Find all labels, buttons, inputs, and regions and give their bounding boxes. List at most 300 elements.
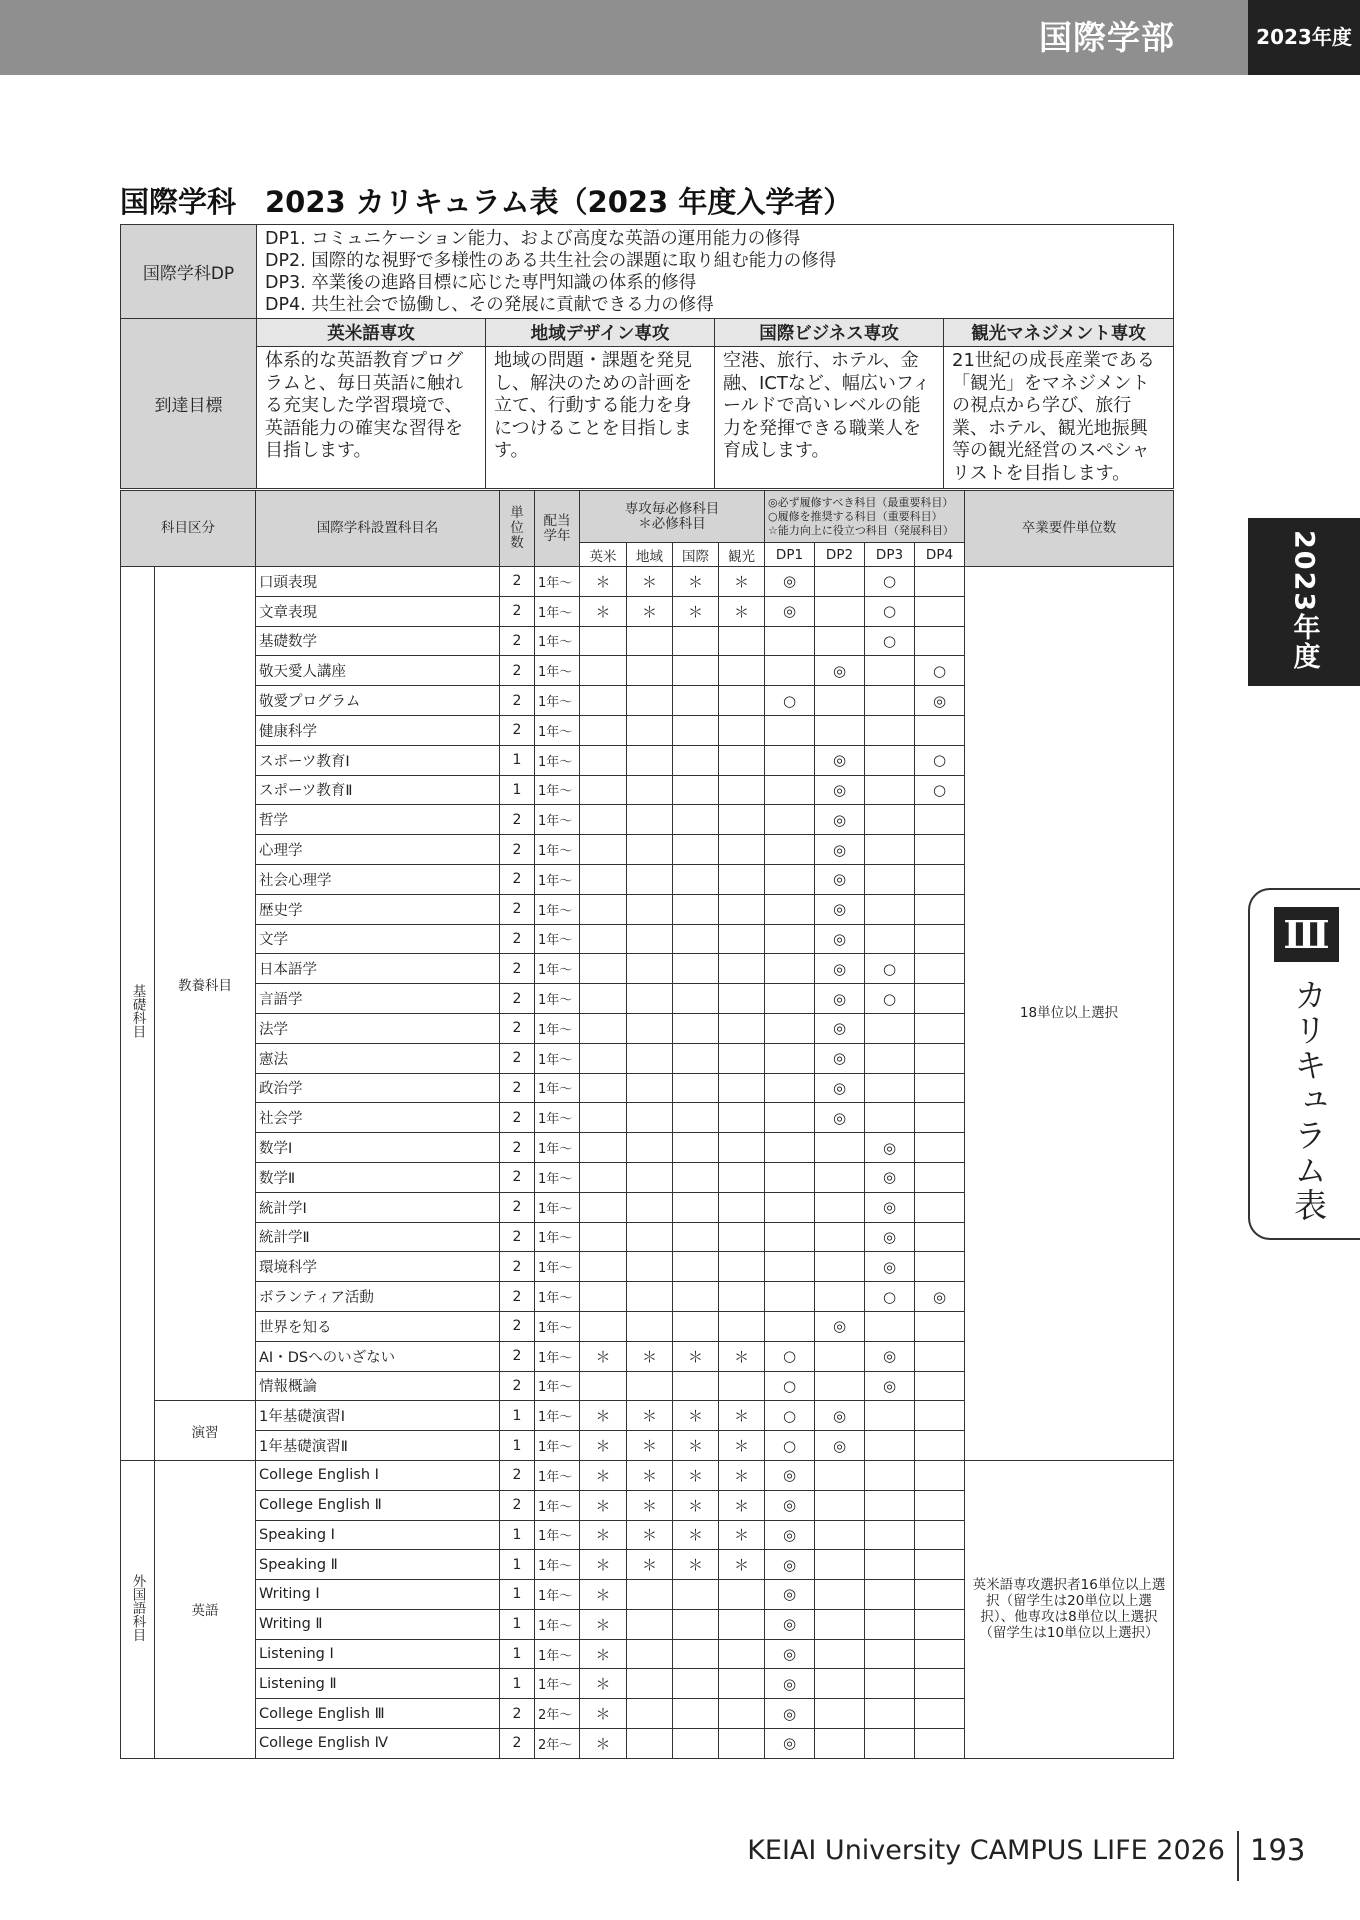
subject-name: College English Ⅰ — [256, 1460, 500, 1490]
mark-cell — [719, 686, 765, 716]
mark-cell: ○ — [865, 954, 915, 984]
year-cell: 1年〜 — [535, 1073, 580, 1103]
mark-cell — [765, 1222, 815, 1252]
mark-cell — [915, 1669, 965, 1699]
subject-name: 敬愛プログラム — [256, 686, 500, 716]
mark-cell — [580, 775, 627, 805]
major-goal: 体系的な英語教育プログラムと、毎日英語に触れる充実した学習環境で、英語能力の確実な習得を目指します。 — [257, 347, 486, 489]
mark-cell — [915, 835, 965, 865]
mark-cell — [765, 626, 815, 656]
major-name: 英米語専攻 — [257, 319, 486, 347]
mark-cell: ＊ — [673, 1520, 719, 1550]
mark-cell: ○ — [765, 1431, 815, 1461]
mark-cell — [627, 835, 673, 865]
mark-cell — [915, 894, 965, 924]
subject-name: 数学Ⅱ — [256, 1162, 500, 1192]
mark-cell — [627, 1222, 673, 1252]
col-units — [500, 491, 535, 567]
mark-cell — [765, 775, 815, 805]
mark-cell: ＊ — [673, 567, 719, 597]
mark-cell — [719, 1192, 765, 1222]
subject-name: AI・DSへのいざない — [256, 1341, 500, 1371]
year-cell: 1年〜 — [535, 1341, 580, 1371]
mark-cell: ◎ — [765, 1669, 815, 1699]
mark-cell — [719, 1282, 765, 1312]
mark-cell: ＊ — [580, 1490, 627, 1520]
year-cell: 1年〜 — [535, 1520, 580, 1550]
mark-cell — [815, 567, 865, 597]
side-tab-chapter[interactable] — [1248, 888, 1360, 1240]
mark-cell — [765, 984, 815, 1014]
mark-cell — [915, 1013, 965, 1043]
mark-cell — [673, 1192, 719, 1222]
mark-cell — [915, 924, 965, 954]
mark-cell: ◎ — [865, 1162, 915, 1192]
mark-cell — [815, 1699, 865, 1729]
mark-cell — [673, 1639, 719, 1669]
col-category: 科目区分 — [121, 491, 256, 567]
year-cell: 1年〜 — [535, 745, 580, 775]
mark-cell — [627, 1192, 673, 1222]
mark-cell — [673, 1073, 719, 1103]
mark-cell: ◎ — [815, 1401, 865, 1431]
mark-cell: ◎ — [915, 686, 965, 716]
year-cell: 1年〜 — [535, 656, 580, 686]
mark-cell — [765, 924, 815, 954]
mark-cell — [865, 1669, 915, 1699]
group-category: 教養科目 — [155, 567, 256, 1401]
mark-cell: ＊ — [719, 1550, 765, 1580]
subject-name: 言語学 — [256, 984, 500, 1014]
mark-cell — [719, 1252, 765, 1282]
mark-cell — [915, 1609, 965, 1639]
mark-cell — [627, 1162, 673, 1192]
major-goal: 空港、旅行、ホテル、金融、ICTなど、幅広いフィールドで高いレベルの能力を発揮できる職業人を育成します。 — [715, 347, 944, 489]
mark-cell — [719, 1162, 765, 1192]
subject-name: 歴史学 — [256, 894, 500, 924]
mark-cell: ＊ — [719, 1490, 765, 1520]
mark-cell — [673, 745, 719, 775]
mark-cell: ◎ — [815, 1431, 865, 1461]
mark-cell — [580, 1103, 627, 1133]
mark-cell: ＊ — [580, 1639, 627, 1669]
col-units-label: 単位数 — [510, 505, 524, 551]
units-cell: 2 — [500, 1460, 535, 1490]
mark-cell — [673, 1580, 719, 1610]
subject-name: Speaking Ⅰ — [256, 1520, 500, 1550]
page-title: 国際学科 2023 カリキュラム表（2023 年度入学者） — [120, 185, 853, 219]
year-cell: 1年〜 — [535, 924, 580, 954]
mark-cell — [915, 864, 965, 894]
mark-cell — [815, 1580, 865, 1610]
mark-cell — [915, 1133, 965, 1163]
units-cell: 1 — [500, 775, 535, 805]
chapter-title: カリキュラム表 — [1289, 978, 1328, 1223]
mark-cell: ＊ — [719, 1460, 765, 1490]
mark-cell — [580, 1073, 627, 1103]
subject-name: 情報概論 — [256, 1371, 500, 1401]
mark-cell: ○ — [765, 1371, 815, 1401]
units-cell: 2 — [500, 954, 535, 984]
mark-cell — [580, 656, 627, 686]
units-cell: 2 — [500, 1699, 535, 1729]
units-cell: 2 — [500, 1371, 535, 1401]
year-cell: 1年〜 — [535, 1103, 580, 1133]
mark-cell: ＊ — [580, 1729, 627, 1759]
col-required — [580, 491, 765, 543]
mark-cell: ◎ — [765, 567, 815, 597]
col-subject: 国際学科設置科目名 — [256, 491, 500, 567]
mark-cell: ＊ — [627, 596, 673, 626]
chapter-number: Ⅲ — [1274, 907, 1339, 962]
mark-cell — [719, 954, 765, 984]
dp-goals-table — [120, 224, 1174, 489]
mark-cell: ◎ — [765, 1699, 815, 1729]
mark-cell — [580, 984, 627, 1014]
year-cell: 1年〜 — [535, 626, 580, 656]
major-name: 地域デザイン専攻 — [486, 319, 715, 347]
units-cell: 2 — [500, 864, 535, 894]
mark-cell — [719, 1222, 765, 1252]
dp-line: DP1. コミュニケーション能力、および高度な英語の運用能力の修得 — [265, 229, 801, 249]
goals-row — [121, 347, 1174, 489]
mark-cell: ＊ — [719, 1431, 765, 1461]
mark-cell — [915, 1639, 965, 1669]
mark-cell — [719, 864, 765, 894]
mark-cell — [865, 715, 915, 745]
subject-name: 1年基礎演習Ⅰ — [256, 1401, 500, 1431]
mark-cell — [865, 864, 915, 894]
mark-cell: ◎ — [765, 1639, 815, 1669]
mark-cell — [915, 1103, 965, 1133]
units-cell: 1 — [500, 1609, 535, 1639]
required-title: 専攻毎必修科目 — [624, 500, 720, 517]
mark-cell — [765, 894, 815, 924]
mark-cell — [865, 1580, 915, 1610]
col-year — [535, 491, 580, 567]
mark-cell: ○ — [915, 656, 965, 686]
mark-cell: ○ — [765, 1401, 815, 1431]
mark-cell — [865, 1729, 915, 1759]
mark-cell — [865, 1043, 915, 1073]
mark-cell — [673, 1222, 719, 1252]
mark-cell — [580, 894, 627, 924]
mark-cell — [815, 596, 865, 626]
mark-cell — [719, 1669, 765, 1699]
year-cell: 1年〜 — [535, 954, 580, 984]
mark-cell — [815, 1371, 865, 1401]
year-cell: 1年〜 — [535, 1162, 580, 1192]
mark-cell — [673, 626, 719, 656]
section-category — [121, 1460, 155, 1758]
mark-cell — [719, 1043, 765, 1073]
mark-cell: ◎ — [765, 1609, 815, 1639]
mark-cell — [719, 1639, 765, 1669]
mark-cell — [580, 805, 627, 835]
year-cell: 1年〜 — [535, 864, 580, 894]
mark-cell — [765, 1252, 815, 1282]
subject-name: 心理学 — [256, 835, 500, 865]
mark-cell — [673, 924, 719, 954]
mark-cell — [815, 1252, 865, 1282]
mark-cell — [673, 984, 719, 1014]
mark-cell — [580, 745, 627, 775]
dp-line: DP3. 卒業後の進路目標に応じた専門知識の体系的修得 — [265, 273, 697, 293]
col-year-label: 配当学年 — [543, 512, 571, 544]
year-cell: 1年〜 — [535, 567, 580, 597]
mark-cell — [673, 1371, 719, 1401]
mark-cell — [673, 715, 719, 745]
mark-cell — [815, 1460, 865, 1490]
mark-cell — [627, 1103, 673, 1133]
mark-cell — [580, 954, 627, 984]
units-cell: 2 — [500, 626, 535, 656]
mark-cell: ＊ — [673, 596, 719, 626]
year-cell: 1年〜 — [535, 1222, 580, 1252]
subject-name: 敬天愛人講座 — [256, 656, 500, 686]
mark-cell — [580, 626, 627, 656]
mark-cell — [627, 805, 673, 835]
units-cell: 2 — [500, 924, 535, 954]
mark-cell — [719, 1013, 765, 1043]
footer-brand: KEIAI University CAMPUS LIFE 2026 — [747, 1835, 1225, 1866]
subject-name: 1年基礎演習Ⅱ — [256, 1431, 500, 1461]
mark-cell — [719, 1371, 765, 1401]
mark-cell — [815, 1222, 865, 1252]
mark-cell — [865, 686, 915, 716]
year-cell: 1年〜 — [535, 1431, 580, 1461]
mark-cell: ◎ — [865, 1192, 915, 1222]
goals-label: 到達目標 — [121, 319, 257, 489]
mark-cell — [627, 864, 673, 894]
mark-cell — [673, 1252, 719, 1282]
units-cell: 2 — [500, 686, 535, 716]
curriculum-table — [120, 490, 1174, 1759]
mark-cell: ◎ — [815, 805, 865, 835]
units-cell: 2 — [500, 1103, 535, 1133]
mark-cell — [719, 1103, 765, 1133]
units-cell: 1 — [500, 1520, 535, 1550]
mark-cell: ＊ — [580, 1520, 627, 1550]
mark-cell — [765, 1311, 815, 1341]
year-cell: 1年〜 — [535, 715, 580, 745]
sub-col: DP4 — [915, 543, 965, 567]
year-cell: 1年〜 — [535, 686, 580, 716]
sub-col: 英米 — [580, 543, 627, 567]
mark-cell — [915, 984, 965, 1014]
legend-line: ○履修を推奨する科目（重要科目） — [768, 509, 943, 523]
units-cell: 2 — [500, 1222, 535, 1252]
mark-cell: ＊ — [627, 1490, 673, 1520]
mark-cell: ◎ — [815, 1013, 865, 1043]
mark-cell — [627, 1073, 673, 1103]
subject-name: Writing Ⅰ — [256, 1580, 500, 1610]
mark-cell — [627, 984, 673, 1014]
mark-cell: ＊ — [719, 1401, 765, 1431]
year-cell: 2年〜 — [535, 1699, 580, 1729]
page-number: 193 — [1250, 1833, 1306, 1867]
mark-cell: ◎ — [865, 1341, 915, 1371]
mark-cell — [673, 864, 719, 894]
mark-cell — [865, 1401, 915, 1431]
units-cell: 1 — [500, 1639, 535, 1669]
subject-name: 憲法 — [256, 1043, 500, 1073]
mark-cell: ◎ — [765, 1520, 815, 1550]
mark-cell — [915, 1520, 965, 1550]
mark-cell: ◎ — [865, 1133, 915, 1163]
mark-cell — [765, 745, 815, 775]
mark-cell: ＊ — [719, 1520, 765, 1550]
mark-cell — [673, 1103, 719, 1133]
subject-name: 社会学 — [256, 1103, 500, 1133]
subject-name: College English Ⅳ — [256, 1729, 500, 1759]
mark-cell — [627, 1252, 673, 1282]
mark-cell — [815, 1669, 865, 1699]
mark-cell — [673, 954, 719, 984]
footer-divider — [1237, 1831, 1239, 1881]
mark-cell — [673, 1669, 719, 1699]
mark-cell — [915, 1341, 965, 1371]
mark-cell — [765, 954, 815, 984]
mark-cell: ◎ — [815, 924, 865, 954]
mark-cell — [673, 1133, 719, 1163]
mark-cell: ◎ — [815, 864, 865, 894]
mark-cell — [627, 1311, 673, 1341]
mark-cell — [580, 1133, 627, 1163]
units-cell: 2 — [500, 1192, 535, 1222]
mark-cell — [865, 805, 915, 835]
mark-cell — [580, 1282, 627, 1312]
mark-cell — [915, 1162, 965, 1192]
mark-cell: ◎ — [765, 1550, 815, 1580]
mark-cell: ＊ — [580, 1401, 627, 1431]
mark-cell: ○ — [865, 626, 915, 656]
mark-cell — [719, 1699, 765, 1729]
mark-cell — [865, 894, 915, 924]
units-cell: 1 — [500, 745, 535, 775]
units-cell: 1 — [500, 1550, 535, 1580]
subject-name: 数学Ⅰ — [256, 1133, 500, 1163]
sub-col: 国際 — [673, 543, 719, 567]
mark-cell — [673, 1699, 719, 1729]
mark-cell — [865, 924, 915, 954]
legend-line: ◎必ず履修すべき科目（最重要科目） — [768, 495, 954, 509]
mark-cell — [765, 1133, 815, 1163]
section-category-label: 基礎科目 — [129, 984, 146, 1039]
mark-cell — [719, 626, 765, 656]
sub-col: DP2 — [815, 543, 865, 567]
mark-cell — [627, 1043, 673, 1073]
mark-cell: ◎ — [765, 596, 815, 626]
mark-cell — [915, 626, 965, 656]
mark-cell: ＊ — [627, 1341, 673, 1371]
mark-cell — [765, 805, 815, 835]
mark-cell — [815, 1639, 865, 1669]
mark-cell: ◎ — [815, 1043, 865, 1073]
mark-cell — [815, 1133, 865, 1163]
subject-name: 政治学 — [256, 1073, 500, 1103]
mark-cell — [580, 864, 627, 894]
subject-name: Writing Ⅱ — [256, 1609, 500, 1639]
mark-cell — [865, 656, 915, 686]
year-cell: 1年〜 — [535, 835, 580, 865]
mark-cell: ＊ — [580, 1460, 627, 1490]
mark-cell: ○ — [765, 686, 815, 716]
mark-cell — [719, 1073, 765, 1103]
mark-cell — [580, 715, 627, 745]
table-head-row — [121, 491, 1174, 543]
units-cell: 2 — [500, 894, 535, 924]
mark-cell — [765, 715, 815, 745]
mark-cell — [580, 1222, 627, 1252]
mark-cell — [580, 1371, 627, 1401]
mark-cell — [865, 1013, 915, 1043]
mark-cell — [627, 894, 673, 924]
subject-name: Speaking Ⅱ — [256, 1550, 500, 1580]
mark-cell — [673, 1311, 719, 1341]
mark-cell: ＊ — [627, 1550, 673, 1580]
graduation-requirement: 英米語専攻選択者16単位以上選択（留学生は20単位以上選択）、他専攻は8単位以上選択（留学生は10単位以上選択） — [965, 1460, 1174, 1758]
mark-cell — [765, 1013, 815, 1043]
mark-cell: ＊ — [627, 1460, 673, 1490]
mark-cell — [915, 954, 965, 984]
mark-cell: ＊ — [719, 567, 765, 597]
mark-cell — [915, 1311, 965, 1341]
subject-name: 統計学Ⅰ — [256, 1192, 500, 1222]
mark-cell: ○ — [915, 775, 965, 805]
mark-cell — [865, 1311, 915, 1341]
mark-cell: ◎ — [765, 1460, 815, 1490]
mark-cell — [815, 1341, 865, 1371]
mark-cell — [815, 626, 865, 656]
mark-cell — [627, 1282, 673, 1312]
mark-cell — [580, 1252, 627, 1282]
mark-cell — [815, 1550, 865, 1580]
sub-col: 観光 — [719, 543, 765, 567]
year-cell: 1年〜 — [535, 775, 580, 805]
table-row — [121, 1460, 1174, 1490]
mark-cell — [580, 1311, 627, 1341]
year-cell: 1年〜 — [535, 1669, 580, 1699]
mark-cell — [915, 1490, 965, 1520]
subject-name: 文章表現 — [256, 596, 500, 626]
mark-cell — [915, 1073, 965, 1103]
sub-col: 地域 — [627, 543, 673, 567]
table-row — [121, 567, 1174, 597]
side-tab-year-label: 2023年度 — [1288, 530, 1320, 672]
subject-name: 文学 — [256, 924, 500, 954]
mark-cell — [865, 1460, 915, 1490]
side-tab-year[interactable] — [1248, 518, 1360, 686]
mark-cell — [765, 1103, 815, 1133]
mark-cell: ＊ — [580, 1550, 627, 1580]
mark-cell — [815, 1282, 865, 1312]
mark-cell: ＊ — [673, 1431, 719, 1461]
mark-cell — [719, 775, 765, 805]
mark-cell — [865, 1073, 915, 1103]
subject-name: 社会心理学 — [256, 864, 500, 894]
units-cell: 1 — [500, 1401, 535, 1431]
mark-cell — [765, 1192, 815, 1222]
mark-cell — [765, 864, 815, 894]
mark-cell: ◎ — [815, 775, 865, 805]
year-cell: 1年〜 — [535, 1609, 580, 1639]
subject-name: 世界を知る — [256, 1311, 500, 1341]
year-cell: 1年〜 — [535, 1460, 580, 1490]
mark-cell — [865, 1490, 915, 1520]
mark-cell — [865, 775, 915, 805]
mark-cell — [865, 1699, 915, 1729]
